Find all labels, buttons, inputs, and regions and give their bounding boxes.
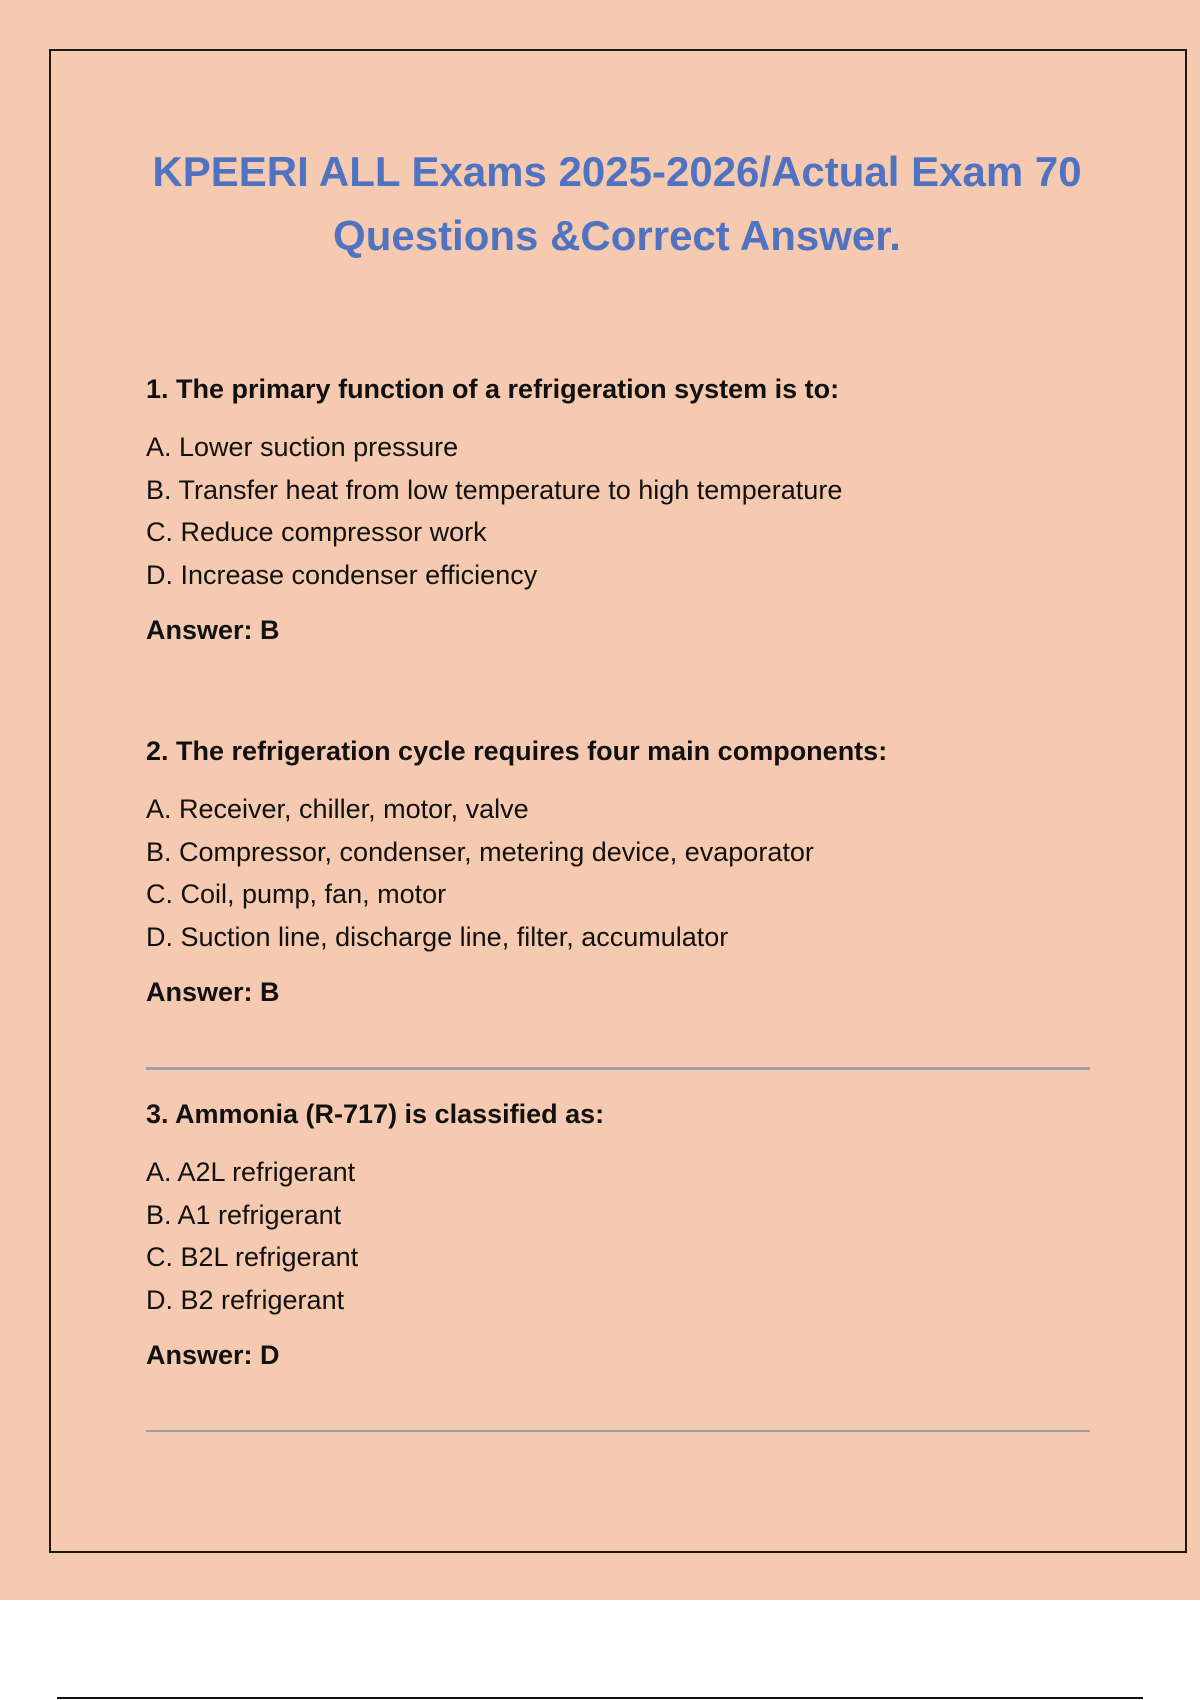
option-d: D. Suction line, discharge line, filter, accumulator (146, 921, 729, 952)
option-a: A. Receiver, chiller, motor, valve (146, 794, 529, 824)
option-c: C. Reduce compressor work (146, 517, 487, 547)
question-3 (146, 1094, 1086, 1375)
page-footer-rule (57, 1697, 1143, 1699)
option-b: B. Transfer heat from low temperature to high temperature (146, 474, 843, 505)
question-text: 1. The primary function of a refrigeration system is to: (146, 374, 840, 404)
option-a: A. A2L refrigerant (146, 1157, 356, 1187)
question-2 (146, 731, 1086, 1012)
section-divider (146, 1067, 1090, 1070)
document-title: KPEERI ALL Exams 2025-2026/Actual Exam 70 Questions &Correct Answer. (152, 148, 1082, 259)
option-d: D. B2 refrigerant (146, 1284, 345, 1315)
option-c: C. Coil, pump, fan, motor (146, 879, 447, 909)
question-1 (146, 369, 1086, 650)
option-a: A. Lower suction pressure (146, 432, 459, 462)
answer-label: Answer: B (146, 615, 280, 645)
option-c: C. B2L refrigerant (146, 1242, 359, 1272)
section-divider (146, 1430, 1090, 1432)
answer-label: Answer: B (146, 977, 280, 1007)
answer-label: Answer: D (146, 1340, 280, 1370)
option-list (146, 788, 1086, 958)
option-list (146, 426, 1086, 596)
option-d: D. Increase condenser efficiency (146, 559, 538, 590)
option-list (146, 1151, 1086, 1321)
option-b: B. A1 refrigerant (146, 1199, 342, 1230)
option-b: B. Compressor, condenser, metering device, evaporator (146, 836, 814, 867)
question-text: 2. The refrigeration cycle requires four main components: (146, 736, 888, 766)
question-text: 3. Ammonia (R-717) is classified as: (146, 1099, 605, 1129)
